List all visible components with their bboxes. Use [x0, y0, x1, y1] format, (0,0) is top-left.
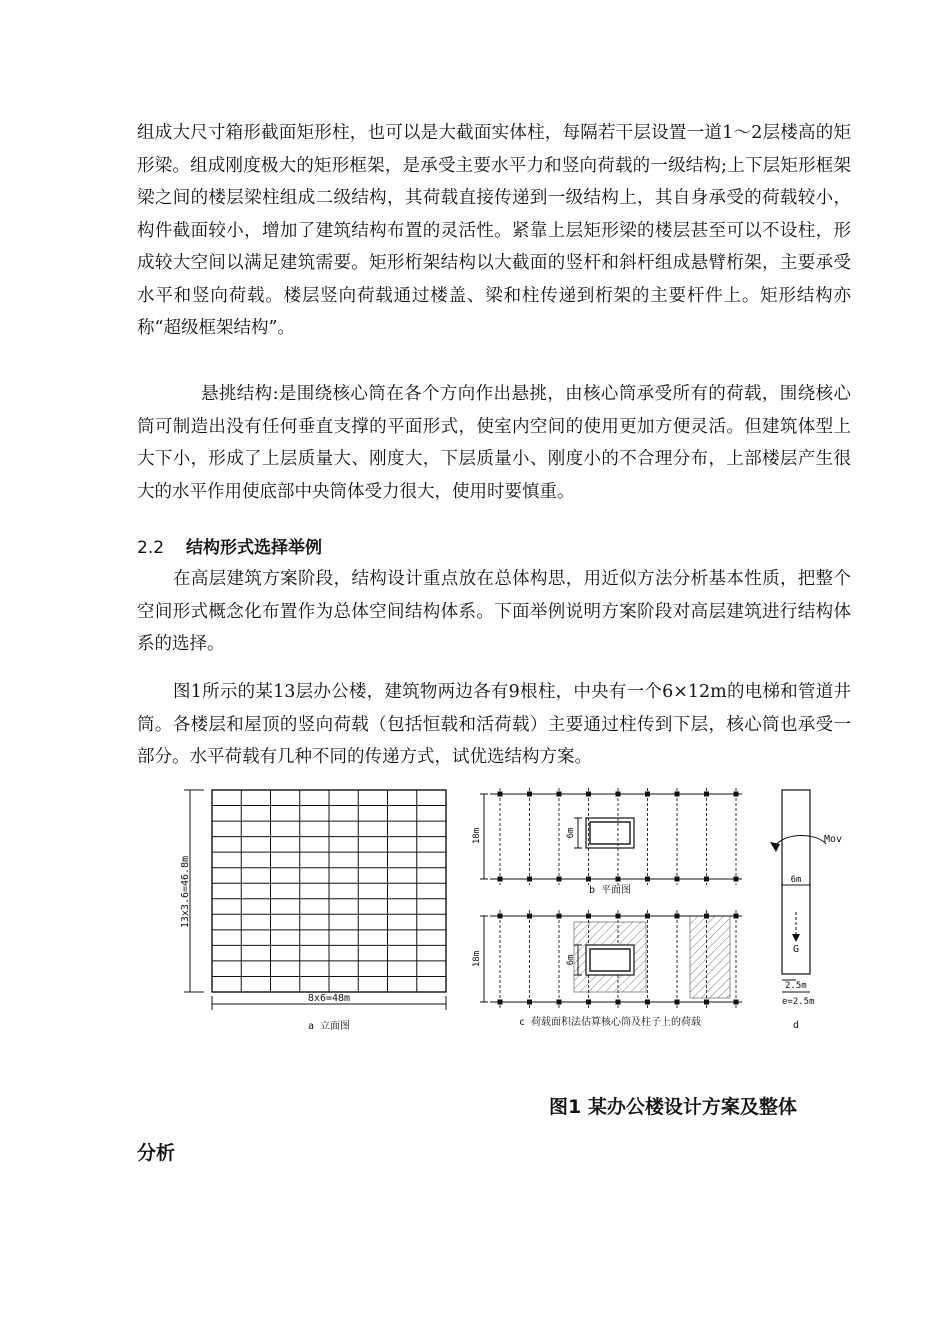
- section-heading: [137, 533, 322, 558]
- plan-column: [527, 914, 532, 919]
- core-width-dimension: 6m: [790, 875, 802, 885]
- elevation-drawing: [184, 790, 446, 1010]
- load-area-plan-drawing: [480, 910, 742, 1008]
- plan-column: [557, 914, 562, 919]
- elevation-label: a 立面图: [307, 1021, 351, 1032]
- plan-column: [704, 792, 709, 797]
- plan-b-6m-dimension: 6m: [566, 827, 576, 839]
- plan-column: [645, 1000, 650, 1005]
- plan-column: [675, 1000, 680, 1005]
- plan-column: [557, 877, 562, 882]
- plan-column: [645, 792, 650, 797]
- plan-column: [586, 914, 591, 919]
- plan-column: [527, 792, 532, 797]
- plan-column: [616, 792, 621, 797]
- plan-c-18m-dimension: 18m: [472, 950, 482, 968]
- plan-column: [557, 1000, 562, 1005]
- plan-c-6m-dimension: 6m: [566, 954, 576, 966]
- plan-column: [675, 914, 680, 919]
- plan-column: [734, 877, 739, 882]
- plan-drawing: [480, 788, 742, 885]
- section-title: 结构形式选择举例: [186, 538, 323, 558]
- plan-column: [527, 1000, 532, 1005]
- plan-column: [586, 792, 591, 797]
- plan-column: [734, 914, 739, 919]
- plan-column: [675, 877, 680, 882]
- plan-column: [734, 1000, 739, 1005]
- plan-b-18m-dimension: 18m: [472, 827, 482, 845]
- plan-column: [734, 792, 739, 797]
- elevation-width-dimension: 8x6=48m: [307, 993, 351, 1004]
- plan-column: [704, 1000, 709, 1005]
- plan-column: [498, 1000, 503, 1005]
- plan-column: [586, 877, 591, 882]
- plan-column: [498, 914, 503, 919]
- plan-column: [616, 914, 621, 919]
- eccentricity-label-upper: 2.5m: [785, 981, 807, 991]
- diagram-d-label: d: [792, 1020, 800, 1031]
- eccentricity-label-lower: e=2.5m: [782, 997, 815, 1007]
- paragraph-rectangular-structure: 组成大尺寸箱形截面矩形柱，也可以是大截面实体柱，每隔若干层设置一道1～2层楼高的矩形梁。组成刚度极大的矩形框架，是承受主要水平力和竖向荷载的一级结构;上下层矩形框架梁之间的楼层梁柱组成二级结构，其荷载直接传递到一级结构上，其自身承受的荷载较小，构件截面较小，增加了建筑结构布置的灵活性。紧靠上层矩形梁的楼层甚至可以不设柱，形成较大空间以满足建筑需要。矩形桁架结构以大截面的竖杆和斜杆组成悬臂桁架，主要承受水平和竖向荷载。楼层竖向荷载通过楼盖、梁和柱传递到桁架的主要杆件上。矩形结构亦称“超级框架结构”。: [137, 123, 851, 338]
- plan-column: [527, 877, 532, 882]
- plan-column: [616, 877, 621, 882]
- plan-column: [616, 1000, 621, 1005]
- elevation-height-dimension: 13x3.6=46.8m: [180, 855, 191, 929]
- figure-caption-line2: 分析: [137, 1142, 176, 1164]
- plan-column: [645, 877, 650, 882]
- plan-column: [557, 792, 562, 797]
- plan-c-label: c 荷载面积法估算核心筒及柱子上的荷载: [518, 1017, 702, 1028]
- plan-column: [645, 914, 650, 919]
- section-number: 2.2: [137, 538, 165, 558]
- plan-column: [704, 877, 709, 882]
- gravity-label: G: [792, 944, 800, 955]
- paragraph-office-example: 图1所示的某13层办公楼，建筑物两边各有9根柱，中央有一个6×12m的电梯和管道井筒。各楼层和屋顶的竖向荷载（包括恒载和活荷载）主要通过柱传到下层，核心筒也承受一部分。水平荷载有几种不同的传递方式，试优选结构方案。: [137, 682, 851, 767]
- plan-column: [498, 877, 503, 882]
- figure-1: [170, 782, 860, 1042]
- plan-column: [498, 792, 503, 797]
- plan-column: [675, 792, 680, 797]
- force-diagram: [770, 790, 826, 992]
- plan-column: [586, 1000, 591, 1005]
- moment-label: Mov: [824, 834, 843, 845]
- plan-column: [704, 914, 709, 919]
- paragraph-cantilever-structure: 悬挑结构:是围绕核心筒在各个方向作出悬挑，由核心筒承受所有的荷载，围绕核心筒可制造出没有任何垂直支撑的平面形式，使室内空间的使用更加方便灵活。但建筑体型上大下小，形成了上层质量大、刚度大，下层质量小、刚度小的不合理分布，上部楼层产生很大的水平作用使底部中央筒体受力很大，使用时要慎重。: [137, 384, 851, 502]
- plan-b-label: b 平面图: [588, 885, 632, 896]
- figure-caption-line1: 图1 某办公楼设计方案及整体: [549, 1096, 797, 1118]
- paragraph-scheme-stage: 在高层建筑方案阶段，结构设计重点放在总体构思，用近似方法分析基本性质，把整个空间形式概念化布置作为总体空间结构体系。下面举例说明方案阶段对高层建筑进行结构体系的选择。: [137, 569, 851, 654]
